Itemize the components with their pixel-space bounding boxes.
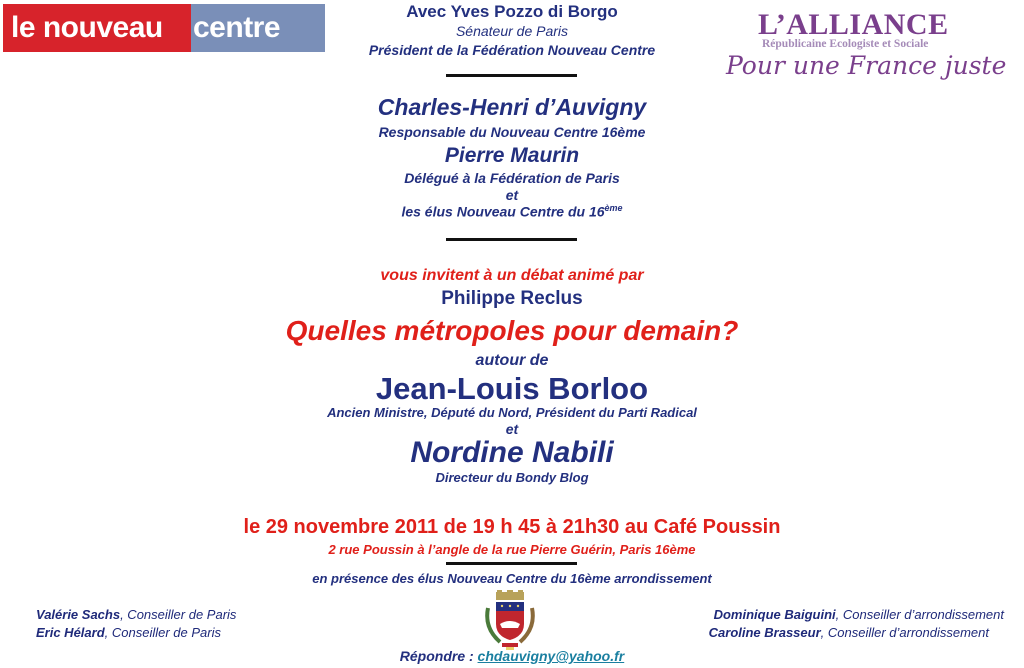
logo-part-2: centre xyxy=(191,4,325,52)
hosts-conjunction: et xyxy=(505,187,519,203)
elus-text: les élus Nouveau Centre du 16 xyxy=(401,203,605,220)
header-line-3: Président de la Fédération Nouveau Centre xyxy=(368,42,656,58)
signatory-left-1 xyxy=(36,607,236,622)
header-line-2: Sénateur de Paris xyxy=(455,23,569,39)
header-line-1: Avec Yves Pozzo di Borgo xyxy=(406,2,618,21)
presence-line: en présence des élus Nouveau Centre du 16ème arrondissement xyxy=(312,571,712,586)
divider-1 xyxy=(446,74,577,77)
guests-conjunction: et xyxy=(505,421,519,437)
elus-sup: ème xyxy=(604,203,623,213)
event-datetime-place: le 29 novembre 2011 de 19 h 45 à 21h30 au Café Poussin xyxy=(243,516,781,538)
debate-topic: Quelles métropoles pour demain? xyxy=(285,315,739,346)
divider-3 xyxy=(446,562,577,565)
divider-2 xyxy=(446,238,577,241)
logo-part-1: le nouveau xyxy=(3,4,191,52)
paris-coat-of-arms-icon xyxy=(482,590,538,652)
signatory-left-2 xyxy=(36,625,221,640)
signatory-name: Eric Hélard xyxy=(36,625,105,640)
rsvp-email-link[interactable]: chdauvigny@yahoo.fr xyxy=(477,648,625,664)
elus-line xyxy=(0,203,1024,220)
invitation-line: vous invitent à un débat animé par xyxy=(380,267,644,284)
guest1-role: Ancien Ministre, Député du Nord, Président du Parti Radical xyxy=(327,405,697,420)
guest2-name: Nordine Nabili xyxy=(410,436,614,469)
alliance-slogan: Pour une France juste xyxy=(726,51,1007,80)
alliance-subtitle: Républicaine Ecologiste et Sociale xyxy=(762,38,929,50)
signatory-right-2 xyxy=(709,625,989,640)
around-label: autour de xyxy=(475,352,549,369)
signatory-role: , Conseiller d’arrondissement xyxy=(820,625,989,640)
host2-role: Délégué à la Fédération de Paris xyxy=(404,170,620,186)
event-address: 2 rue Poussin à l’angle de la rue Pierre Guérin, Paris 16ème xyxy=(328,542,696,557)
guest1-name: Jean-Louis Borloo xyxy=(375,371,649,406)
signatory-role: , Conseiller de Paris xyxy=(120,607,237,622)
signatory-name: Valérie Sachs xyxy=(36,607,121,622)
host1-name: Charles-Henri d’Auvigny xyxy=(377,94,647,120)
alliance-title: L’ALLIANCE xyxy=(758,8,949,41)
host2-name: Pierre Maurin xyxy=(444,144,580,167)
host1-role: Responsable du Nouveau Centre 16ème xyxy=(378,124,646,140)
moderator-name: Philippe Reclus xyxy=(441,288,583,309)
signatory-role: , Conseiller de Paris xyxy=(104,625,221,640)
guest2-role: Directeur du Bondy Blog xyxy=(435,470,589,485)
signatory-role: , Conseiller d’arrondissement xyxy=(835,607,1004,622)
rsvp-line xyxy=(0,648,1024,664)
signatory-right-1 xyxy=(714,607,1004,622)
rsvp-label: Répondre : xyxy=(399,648,478,664)
signatory-name: Dominique Baiguini xyxy=(713,607,836,622)
signatory-name: Caroline Brasseur xyxy=(708,625,821,640)
